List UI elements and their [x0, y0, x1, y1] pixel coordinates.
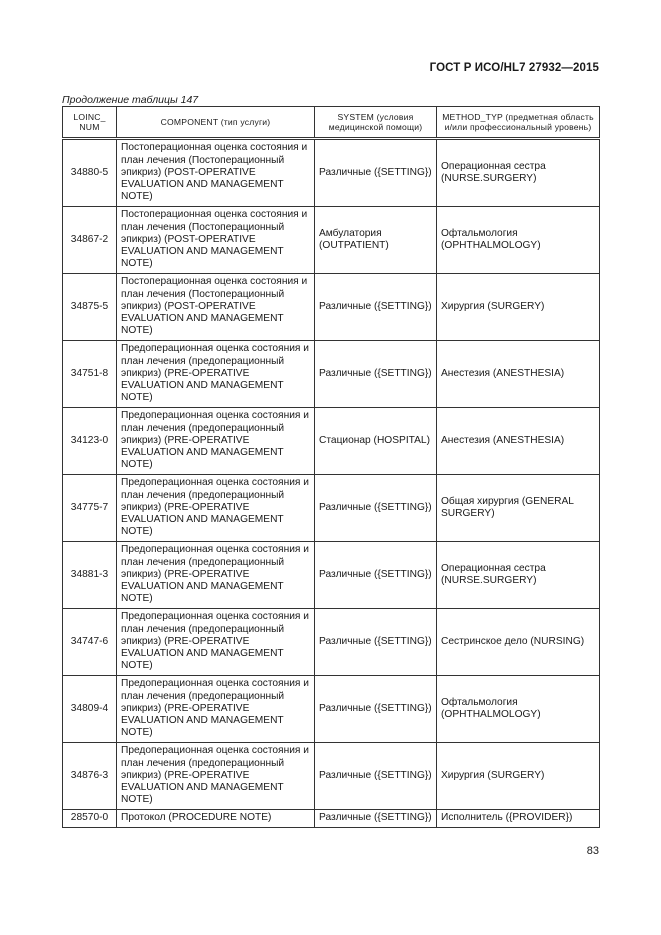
cell-system: Различные ({SETTING}): [315, 743, 437, 810]
cell-system: Различные ({SETTING}): [315, 341, 437, 408]
cell-system: Различные ({SETTING}): [315, 810, 437, 828]
table-row: [63, 743, 600, 810]
cell-component: Предоперационная оценка состояния и план лечения (предоперационный эпикриз) (PRE-OPERATIVE EVALUATION AND MANAGEMENT NOTE): [117, 475, 315, 542]
cell-method: Исполнитель ({PROVIDER}): [437, 810, 600, 828]
standard-header: ГОСТ Р ИСО/HL7 27932—2015: [429, 62, 599, 74]
cell-method: Операционная сестра (NURSE.SURGERY): [437, 542, 600, 609]
table-header-row: [63, 107, 600, 139]
cell-component: Постоперационная оценка состояния и план лечения (Постоперационный эпикриз) (POST-OPERATIVE EVALUATION AND MANAGEMENT NOTE): [117, 139, 315, 207]
cell-system: Различные ({SETTING}): [315, 676, 437, 743]
table-row: [63, 810, 600, 828]
cell-loinc-num: 34867-2: [63, 207, 117, 274]
cell-component: Предоперационная оценка состояния и план лечения (предоперационный эпикриз) (PRE-OPERATIVE EVALUATION AND MANAGEMENT NOTE): [117, 609, 315, 676]
cell-system: Стационар (HOSPITAL): [315, 408, 437, 475]
table-row: [63, 676, 600, 743]
cell-loinc-num: 34881-3: [63, 542, 117, 609]
loinc-table: [62, 106, 600, 828]
table-row: [63, 139, 600, 207]
cell-loinc-num: 28570-0: [63, 810, 117, 828]
cell-system: Амбулатория (OUTPATIENT): [315, 207, 437, 274]
cell-method: Общая хирургия (GENERAL SURGERY): [437, 475, 600, 542]
cell-loinc-num: 34123-0: [63, 408, 117, 475]
cell-method: Анестезия (ANESTHESIA): [437, 341, 600, 408]
cell-system: Различные ({SETTING}): [315, 274, 437, 341]
table-row: [63, 274, 600, 341]
cell-component: Предоперационная оценка состояния и план лечения (предоперационный эпикриз) (PRE-OPERATIVE EVALUATION AND MANAGEMENT NOTE): [117, 542, 315, 609]
cell-loinc-num: 34751-8: [63, 341, 117, 408]
cell-component: Протокол (PROCEDURE NOTE): [117, 810, 315, 828]
cell-loinc-num: 34809-4: [63, 676, 117, 743]
cell-method: Офтальмология (OPHTHALMOLOGY): [437, 676, 600, 743]
table-row: [63, 542, 600, 609]
cell-method: Анестезия (ANESTHESIA): [437, 408, 600, 475]
cell-system: Различные ({SETTING}): [315, 139, 437, 207]
column-header-loinc-num: LOINC_ NUM: [63, 107, 117, 139]
table-row: [63, 408, 600, 475]
table-row: [63, 609, 600, 676]
cell-loinc-num: 34775-7: [63, 475, 117, 542]
cell-component: Предоперационная оценка состояния и план лечения (предоперационный эпикриз) (PRE-OPERATIVE EVALUATION AND MANAGEMENT NOTE): [117, 341, 315, 408]
cell-loinc-num: 34875-5: [63, 274, 117, 341]
cell-system: Различные ({SETTING}): [315, 609, 437, 676]
cell-method: Операционная сестра (NURSE.SURGERY): [437, 139, 600, 207]
cell-loinc-num: 34747-6: [63, 609, 117, 676]
cell-loinc-num: 34876-3: [63, 743, 117, 810]
table-caption: Продолжение таблицы 147: [62, 94, 199, 106]
cell-loinc-num: 34880-5: [63, 139, 117, 207]
page-number: 83: [586, 845, 599, 857]
cell-component: Постоперационная оценка состояния и план лечения (Постоперационный эпикриз) (POST-OPERATIVE EVALUATION AND MANAGEMENT NOTE): [117, 274, 315, 341]
cell-system: Различные ({SETTING}): [315, 542, 437, 609]
table-row: [63, 341, 600, 408]
table-row: [63, 207, 600, 274]
cell-method: Хирургия (SURGERY): [437, 274, 600, 341]
cell-method: Хирургия (SURGERY): [437, 743, 600, 810]
column-header-method-typ: METHOD_TYP (предметная область и/или профессиональный уровень): [437, 107, 600, 139]
column-header-component: COMPONENT (тип услуги): [117, 107, 315, 139]
cell-method: Сестринское дело (NURSING): [437, 609, 600, 676]
column-header-system: SYSTEM (условия медицинской помощи): [315, 107, 437, 139]
cell-system: Различные ({SETTING}): [315, 475, 437, 542]
cell-component: Предоперационная оценка состояния и план лечения (предоперационный эпикриз) (PRE-OPERATIVE EVALUATION AND MANAGEMENT NOTE): [117, 408, 315, 475]
table-row: [63, 475, 600, 542]
cell-component: Предоперационная оценка состояния и план лечения (предоперационный эпикриз) (PRE-OPERATIVE EVALUATION AND MANAGEMENT NOTE): [117, 743, 315, 810]
cell-component: Предоперационная оценка состояния и план лечения (предоперационный эпикриз) (PRE-OPERATIVE EVALUATION AND MANAGEMENT NOTE): [117, 676, 315, 743]
cell-method: Офтальмология (OPHTHALMOLOGY): [437, 207, 600, 274]
cell-component: Постоперационная оценка состояния и план лечения (Постоперационный эпикриз) (POST-OPERATIVE EVALUATION AND MANAGEMENT NOTE): [117, 207, 315, 274]
